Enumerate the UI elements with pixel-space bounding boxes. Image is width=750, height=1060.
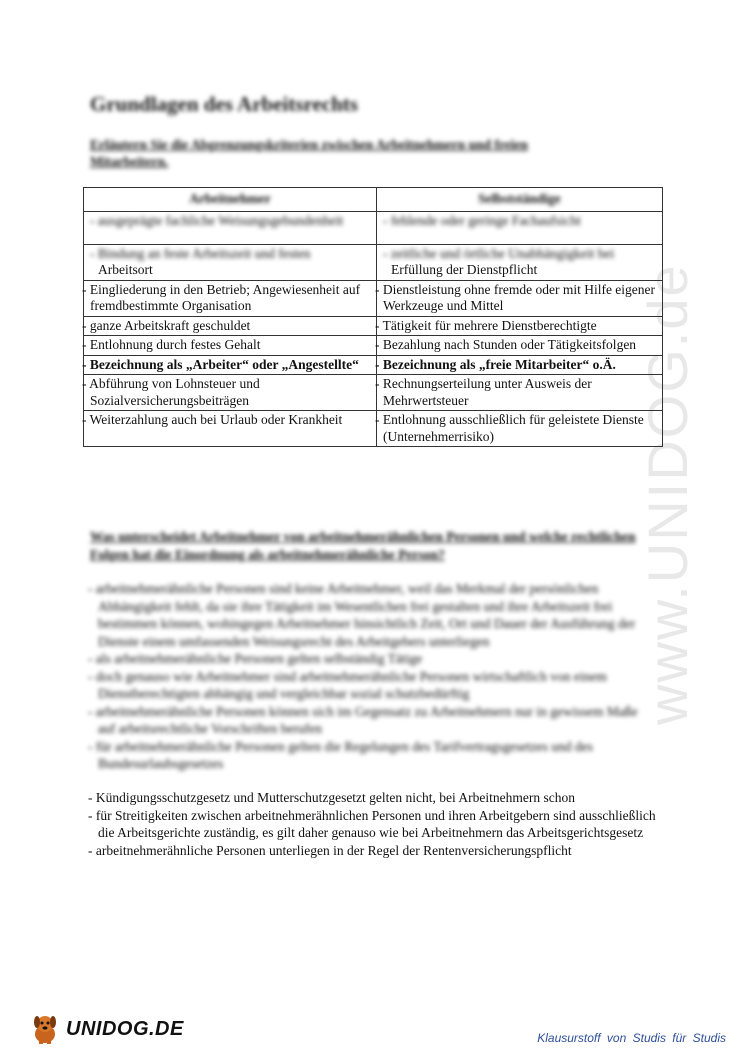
blurred-bullet-list: [88, 580, 658, 773]
header-selbststaendige: Selbstständige: [377, 188, 663, 212]
bullet-list: [88, 789, 658, 859]
table-cell: - Rechnungserteilung unter Ausweis der Mehrwertsteuer: [377, 375, 663, 411]
comparison-table: [83, 187, 663, 447]
table-cell: - Bezeichnung als „freie Mitarbeiter“ o.Ä.: [377, 355, 663, 375]
list-item: - für arbeitnehmerähnliche Personen gelten die Regelungen des Tarifvertragsgesetzes und des Bundesurlaubsgesetzes: [88, 738, 593, 771]
table-cell: - Tätigkeit für mehrere Dienstberechtigte: [377, 316, 663, 336]
page-title: Grundlagen des Arbeitsrechts: [90, 92, 358, 116]
table-cell: - Weiterzahlung auch bei Urlaub oder Krankheit: [84, 411, 377, 447]
table-cell: - Bezeichnung als „Arbeiter“ oder „Angestellte“: [84, 355, 377, 375]
unidog-logo: [28, 1012, 184, 1046]
table-cell: - Abführung von Lohnsteuer und Sozialversicherungsbeiträgen: [84, 375, 377, 411]
list-item: - arbeitnehmerähnliche Personen können sich im Gegensatz zu Arbeitnehmern nur in gewissem Maße auf arbeitsrechtliche Vorschriften berufen: [88, 703, 638, 736]
question-2: Was unterscheidet Arbeitnehmer von arbeitnehmerähnlichen Personen und welche rechtlichen Folgen hat die Einordnung als arbeitnehmerähnliche Person?: [90, 529, 636, 562]
watermark: www.UNIDOG.de: [636, 263, 699, 725]
list-item: - für Streitigkeiten zwischen arbeitnehmerähnlichen Personen und ihren Arbeitgebern sind ausschließlich die Arbeitsgerichte zuständig, es gilt daher genauso wie bei Arbeitnehmern das Arbeitsgerichtsgesetz: [88, 807, 656, 840]
table-row: [84, 411, 663, 447]
table-row: [84, 316, 663, 336]
table-row: [84, 355, 663, 375]
table-cell: - Bezahlung nach Stunden oder Tätigkeitsfolgen: [377, 336, 663, 356]
list-item: - Kündigungsschutzgesetz und Mutterschutzgesetzt gelten nicht, bei Arbeitnehmern schon: [88, 790, 575, 805]
table-cell: - zeitliche und örtliche Unabhängigkeit bei: [383, 245, 615, 261]
table-cell: - Bindung an feste Arbeitszeit und festen: [90, 245, 311, 261]
table-cell: - Eingliederung in den Betrieb; Angewiesenheit auf fremdbestimmte Organisation: [84, 280, 377, 316]
table-cell: - Dienstleistung ohne fremde oder mit Hilfe eigener Werkzeuge und Mittel: [377, 280, 663, 316]
table-cell: Arbeitsort: [98, 262, 153, 277]
table-cell: - Entlohnung ausschließlich für geleistete Dienste (Unternehmerrisiko): [377, 411, 663, 447]
table-row: [84, 375, 663, 411]
list-item: - arbeitnehmerähnliche Personen sind keine Arbeitnehmer, weil das Merkmal der persönlichen Abhängigkeit fehlt, da sie ihre Tätigkeit im Wesentlichen frei gestalten und ihre Arbeitszeit frei bestimmen können, wohingegen Arbeitnehmer hinsichtlich Zeit, Ort und Dauer der Ausführung der Dienste einem umfassenden Weisungsrecht des Arbeitgebers unterliegen: [88, 581, 636, 649]
table-cell: Erfüllung der Dienstpflicht: [391, 262, 538, 277]
dog-mascot-icon: [28, 1012, 62, 1046]
table-row: [84, 211, 663, 244]
header-arbeitnehmer: Arbeitnehmer: [84, 188, 377, 212]
table-header-row: [84, 188, 663, 212]
table-row: [84, 280, 663, 316]
list-item: - als arbeitnehmerähnliche Personen gelten selbständig Tätige: [88, 651, 423, 666]
list-item: - arbeitnehmerähnliche Personen unterliegen in der Regel der Rentenversicherungspflicht: [88, 842, 572, 858]
table-cell: - ausgeprägte fachliche Weisungsgebundenheit: [90, 212, 344, 228]
table-row: [84, 336, 663, 356]
table-cell: - fehlende oder geringe Fachaufsicht: [383, 212, 581, 228]
question-1: Erläutern Sie die Abgrenzungskriterien zwischen Arbeitnehmern und freien Mitarbeitern.: [90, 137, 528, 169]
footer-slogan: Klausurstoff von Studis für Studis: [537, 1031, 726, 1045]
list-item: - doch genauso wie Arbeitnehmer sind arbeitnehmerähnliche Personen wirtschaftlich von einem Dienstberechtigten abhängig und vergleichbar sozial schutzbedürftig: [88, 668, 607, 701]
table-row: [84, 244, 663, 280]
table-cell: - Entlohnung durch festes Gehalt: [84, 336, 377, 356]
table-cell: - ganze Arbeitskraft geschuldet: [84, 316, 377, 336]
logo-text: UNIDOG.DE: [66, 1017, 184, 1040]
